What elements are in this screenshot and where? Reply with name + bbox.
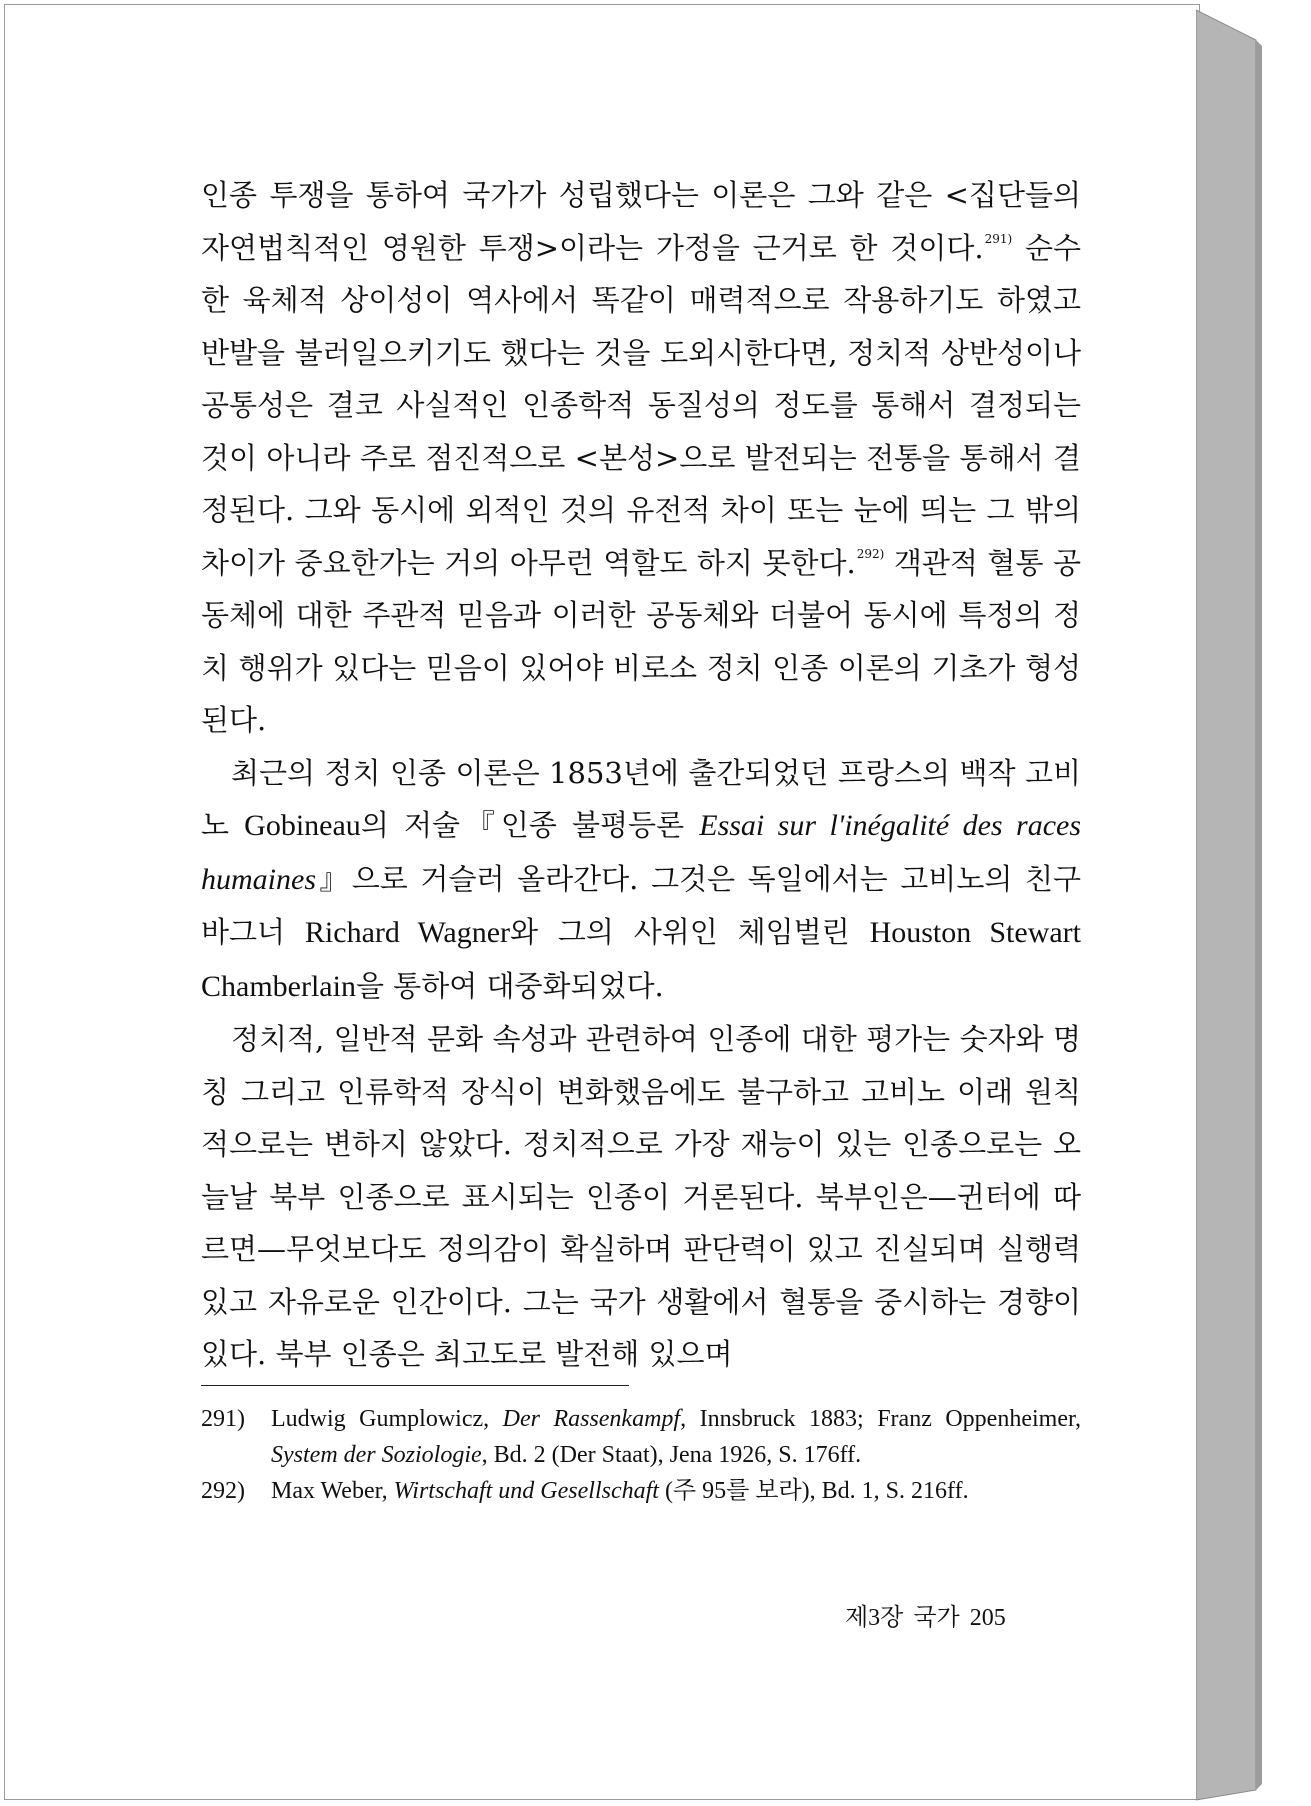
paragraph-2	[201, 747, 1081, 1014]
footnote-separator	[201, 1385, 629, 1386]
footnote-text: (주 95를 보라), Bd. 1, S. 216ff.	[658, 1478, 969, 1504]
footnote-text: Max Weber,	[271, 1478, 394, 1504]
book-page	[4, 4, 1200, 1800]
footnote-text: , Innsbruck 1883; Franz Oppenheimer,	[680, 1406, 1082, 1432]
paragraph-1-sentence-3: 객관적 혈통 공동체에 대한 주관적 믿음과 이러한 공동체와 더불어 동시에 특정의 정치 행위가 있다는 믿음이 있어야 비로소 정치 인종 이론의 기초가 형성된다.	[201, 545, 1082, 737]
paragraph-2-text-b: 의 저술『인종 불평등론	[360, 808, 685, 842]
running-footer	[845, 1597, 1085, 1632]
paragraph-2-text-a: 최근의 정치 인종 이론은 1853년에 출간되었던 프랑스의 백작 고비노	[201, 755, 1081, 842]
footnote-ref-291: 291)	[984, 231, 1013, 246]
chamberlain-name: Houston Stewart Chamberlain	[201, 916, 1082, 1003]
paragraph-2-text-c: 』으로 거슬러 올라간다. 그것은 독일에서는 고비노의 친구 바그너	[201, 861, 1081, 949]
book-title-essai: Essai sur l'inégalité des races humaines	[201, 809, 1082, 896]
footnote-292	[201, 1473, 1081, 1509]
footnote-number: 291)	[201, 1406, 245, 1432]
paragraph-1-sentence-1: 인종 투쟁을 통하여 국가가 성립했다는 이론은 그와 같은 <집단들의 자연법칙적인 영원한 투쟁>이라는 가정을 근거로 한 것이다.	[201, 178, 1081, 265]
section-label: 국가	[913, 1605, 960, 1631]
paragraph-2-text-e: 을 통하여 대중화되었다.	[355, 968, 664, 1003]
footnote-number: 292)	[201, 1478, 245, 1504]
body-text	[201, 169, 1081, 1381]
footnote-title: System der Soziologie	[271, 1442, 482, 1468]
footnote-291	[201, 1401, 1081, 1473]
wagner-name: Richard Wagner	[304, 916, 510, 949]
paragraph-3: 정치적, 일반적 문화 속성과 관련하여 인종에 대한 평가는 숫자와 명칭 그리고 인류학적 장식이 변화했음에도 불구하고 고비노 이래 원칙적으로는 변하지 않았다. 정치적으로 가장 재능이 있는 인종으로는 오늘날 북부 인종으로 표시되는 인종이 거론된다. 북부인은—귄터에 따르면—무엇보다도 정의감이 확실하며 판단력이 있고 진실되며 실행력 있고 자유로운 인간이다. 그는 국가 생활에서 혈통을 중시하는 경향이 있다. 북부 인종은 최고도로 발전해 있으며	[201, 1022, 1081, 1371]
footnote-text: , Bd. 2 (Der Staat), Jena 1926, S. 176ff.	[481, 1442, 862, 1468]
paragraph-2-text-d: 와 그의 사위인 체임벌린	[510, 915, 850, 949]
book-edge	[1196, 0, 1311, 1806]
footnote-title: Wirtschaft und Gesellschaft	[393, 1478, 659, 1504]
paragraph-1-sentence-2: 순수한 육체적 상이성이 역사에서 똑같이 매력적으로 작용하기도 하였고 반발을 불러일으키기도 했다는 것을 도외시한다면, 정치적 상반성이나 공통성은 결코 사실적인 인종학적 동질성의 정도를 통해서 결정되는 것이 아니라 주로 점진적으로 <본성>으로 발전되는 전통을 통해서 결정된다. 그와 동시에 외적인 것의 유전적 차이 또는 눈에 띄는 그 밖의 차이가 중요한가는 거의 아무런 역할도 하지 못한다.	[201, 230, 1082, 580]
chapter-label: 제3장	[845, 1605, 904, 1631]
footnote-text: Ludwig Gumplowicz,	[271, 1406, 503, 1432]
footnote-ref-292: 292)	[856, 546, 885, 561]
gobineau-name: Gobineau	[244, 809, 361, 842]
page-number: 205	[969, 1605, 1006, 1631]
footnotes	[201, 1401, 1081, 1509]
paragraph-1	[201, 169, 1081, 747]
footnote-title: Der Rassenkampf	[502, 1406, 681, 1432]
